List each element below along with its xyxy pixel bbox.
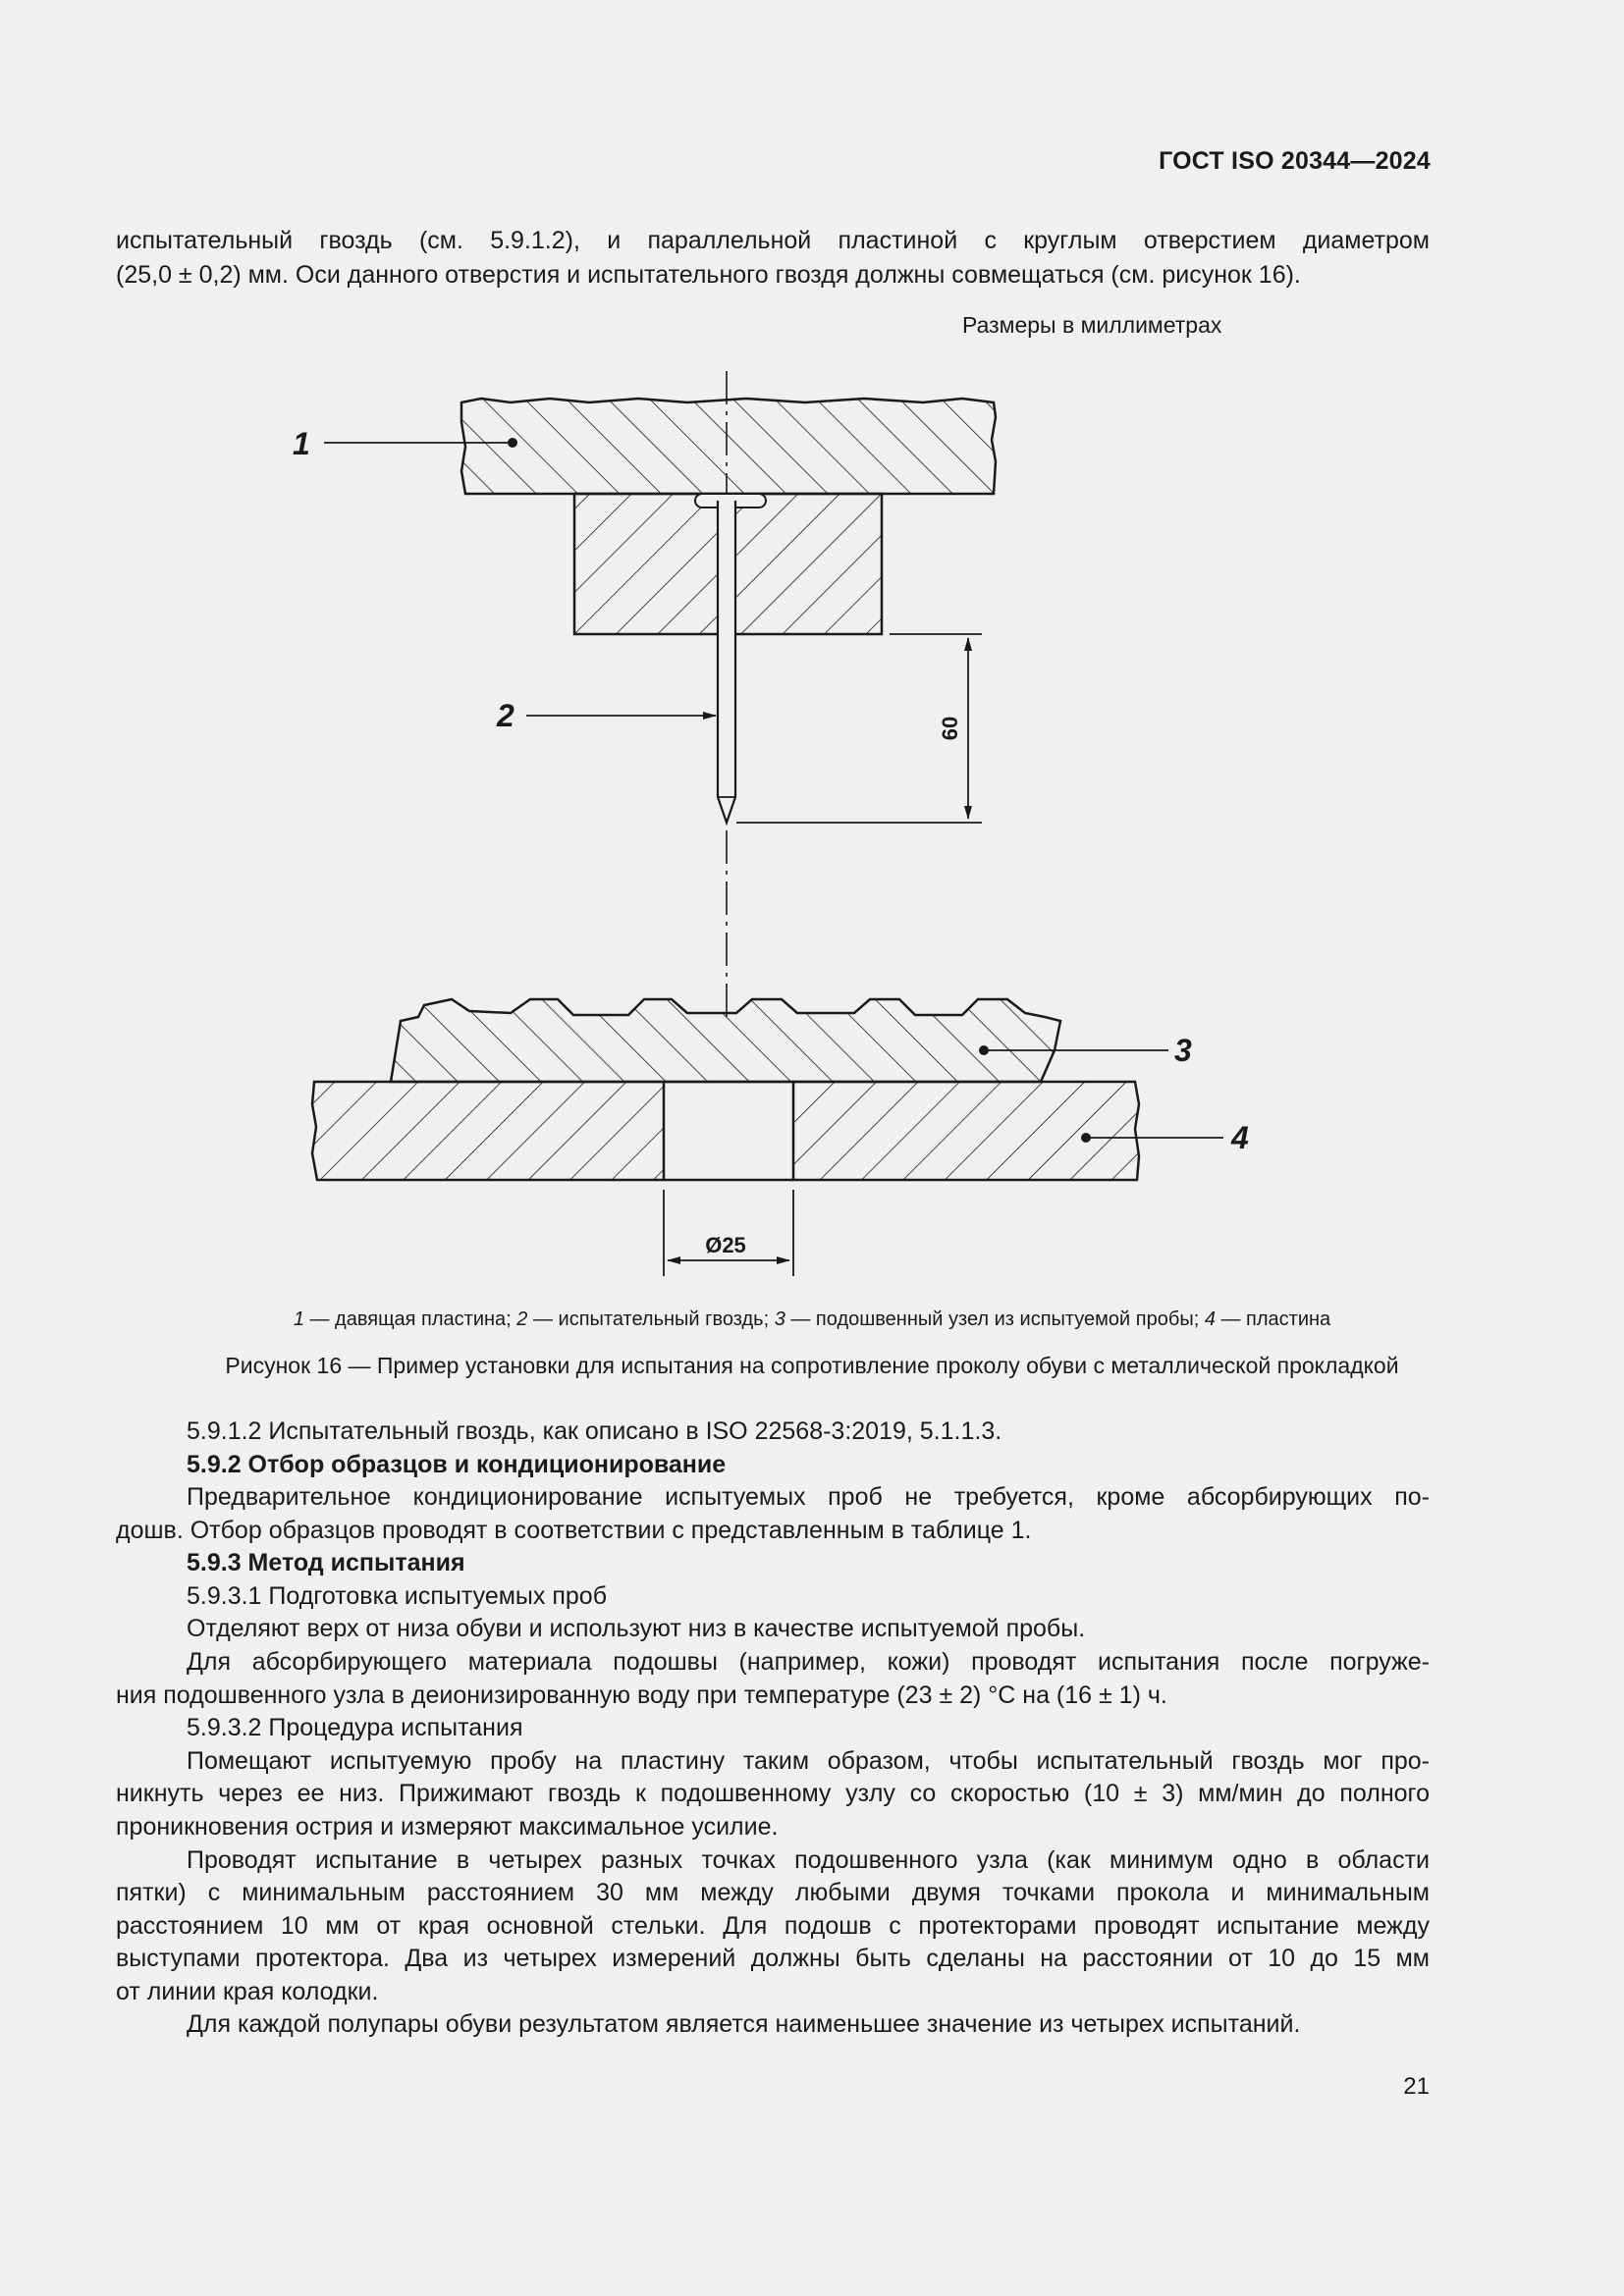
para-5-9-3-1-b-line-1: Для абсорбирующего материала подошвы (например, кожи) проводят испытания после погруже-	[187, 1648, 1430, 1676]
hole-diameter-dimension	[664, 1190, 793, 1276]
para-5-9-3-2-b-line-2: пятки) с минимальным расстоянием 30 мм между любыми двумя точками прокола и минимальным	[116, 1879, 1430, 1906]
para-5-9-3-1-a: Отделяют верх от низа обуви и используют низ в качестве испытуемой пробы.	[187, 1615, 1086, 1642]
test-nail	[718, 501, 735, 823]
pressing-plate	[461, 399, 996, 494]
label-1: 1	[293, 426, 310, 461]
clause-5-9-3-1: 5.9.3.1 Подготовка испытуемых проб	[187, 1582, 608, 1610]
label-2: 2	[497, 698, 514, 733]
para-5-9-3-2-a-line-2: никнуть через ее низ. Прижимают гвоздь к подошвенному узлу со скоростью (10 ± 3) мм/мин до полного	[116, 1780, 1430, 1807]
support-plate	[312, 1082, 1139, 1180]
para-5-9-3-2-b-line-3: расстоянием 10 мм от края основной стельки. Для подошв с протекторами проводят испытание между	[116, 1912, 1430, 1940]
para-5-9-3-2-c: Для каждой полупары обуви результатом является наименьшее значение из четырех испытаний.	[187, 2010, 1301, 2038]
legend-text-1: — давящая пластина;	[303, 1308, 517, 1330]
para-5-9-3-2-b-line-1: Проводят испытание в четырех разных точках подошвенного узла (как минимум одно в области	[187, 1846, 1430, 1874]
standard-id: ГОСТ ISO 20344—2024	[1159, 147, 1431, 175]
legend-num-4: 4	[1204, 1308, 1216, 1330]
legend-text-2: — испытательный гвоздь;	[527, 1308, 775, 1330]
legend-num-3: 3	[774, 1308, 785, 1330]
dimensions-note: Размеры в миллиметрах	[962, 312, 1222, 338]
clause-5-9-3-2: 5.9.3.2 Процедура испытания	[187, 1714, 523, 1741]
figure-legend	[0, 1308, 1624, 1331]
legend-text-3: — подошвенный узел из испытуемой пробы;	[785, 1308, 1205, 1330]
para-5-9-3-2-b-line-5: от линии края колодки.	[116, 1978, 379, 2005]
label-3: 3	[1174, 1033, 1192, 1068]
para-5-9-3-2-a-line-1: Помещают испытуемую пробу на пластину таким образом, чтобы испытательный гвоздь мог про-	[187, 1747, 1430, 1775]
para-5-9-3-2-b-line-4: выступами протектора. Два из четырех измерений должны быть сделаны на расстоянии от 10 до 15 мм	[116, 1945, 1430, 1972]
para-5-9-2-line-1: Предварительное кондиционирование испытуемых проб не требуется, кроме абсорбирующих по-	[187, 1483, 1430, 1511]
figure-caption: Рисунок 16 — Пример установки для испытания на сопротивление проколу обуви с металлической прокладкой	[225, 1353, 1399, 1378]
para-5-9-3-1-b-line-2: ния подошвенного узла в деионизированную воду при температуре (23 ± 2) °С на (16 ± 1) ч.	[116, 1682, 1167, 1709]
para-5-9-2-line-2: дошв. Отбор образцов проводят в соответствии с представленным в таблице 1.	[116, 1517, 1032, 1544]
dim-d25-label: Ø25	[705, 1233, 746, 1257]
label-4: 4	[1231, 1120, 1249, 1155]
heading-5-9-2: 5.9.2 Отбор образцов и кондиционирование	[187, 1451, 727, 1478]
dim-60-label: 60	[938, 716, 962, 741]
para-5-9-3-2-a-line-3: проникновения острия и измеряют максимальное усилие.	[116, 1813, 779, 1841]
intro-line-2: (25,0 ± 0,2) мм. Оси данного отверстия и испытательного гвоздя должны совмещаться (см. рисунок 16).	[116, 261, 1301, 289]
legend-text-4: — пластина	[1215, 1308, 1331, 1330]
legend-num-2: 2	[516, 1308, 528, 1330]
intro-line-1: испытательный гвоздь (см. 5.9.1.2), и параллельной пластиной с круглым отверстием диаметром	[116, 227, 1430, 254]
leader-2	[496, 698, 716, 733]
nail-length-dimension	[736, 634, 982, 823]
page-number: 21	[1403, 2073, 1430, 2100]
clause-5-9-1-2: 5.9.1.2 Испытательный гвоздь, как описано в ISO 22568-3:2019, 5.1.1.3.	[187, 1417, 1002, 1445]
legend-num-1: 1	[293, 1308, 304, 1330]
sole-assembly	[391, 999, 1060, 1082]
heading-5-9-3: 5.9.3 Метод испытания	[187, 1549, 465, 1576]
